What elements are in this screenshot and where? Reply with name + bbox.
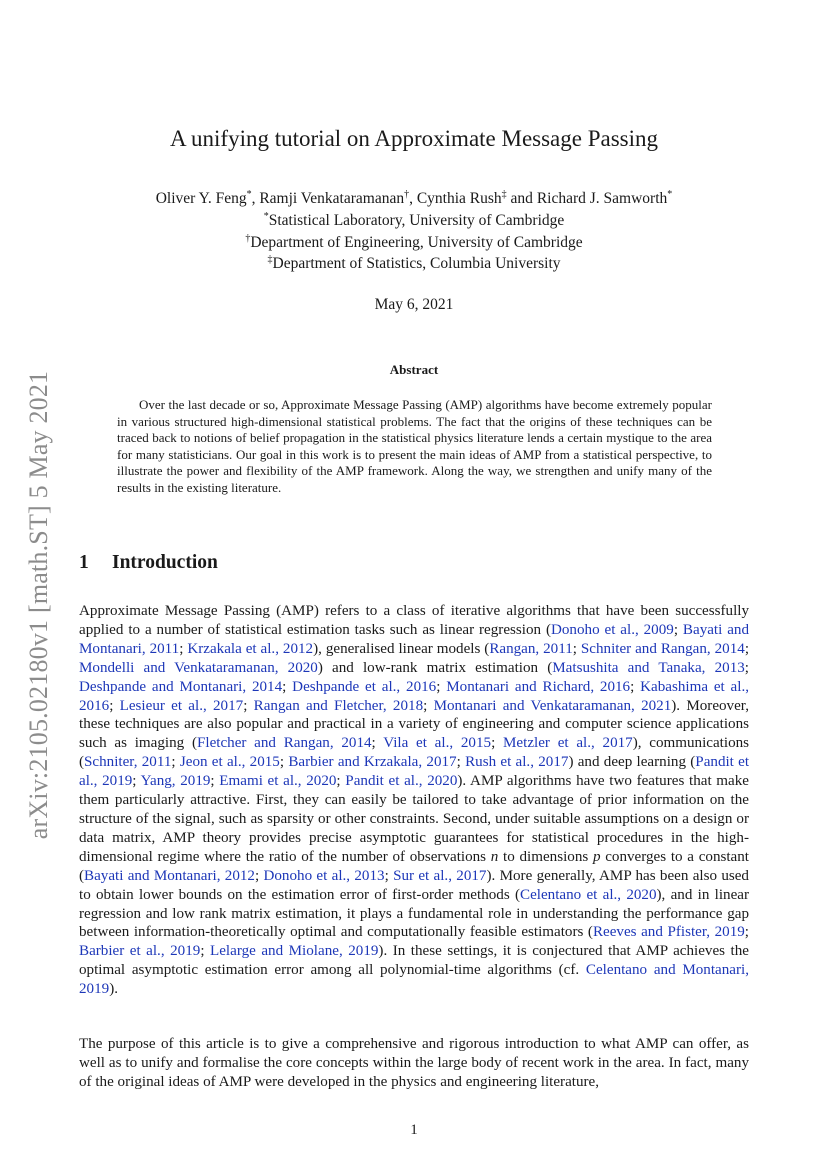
citation-link[interactable]: Yang, 2019 <box>140 773 211 790</box>
author-name: Oliver Y. Feng <box>155 190 247 207</box>
affiliation-mark: ‡ <box>267 254 273 266</box>
math-variable: p <box>592 848 601 865</box>
citation-link[interactable]: Barbier et al., 2019 <box>79 943 201 960</box>
affiliation-mark: * <box>263 210 269 222</box>
citation-link[interactable]: Schniter and Rangan, 2014 <box>580 640 745 657</box>
citation-link[interactable]: Montanari and Venkataramanan, 2021 <box>433 697 672 714</box>
page-number: 1 <box>410 1122 418 1138</box>
citation-link[interactable]: Jeon et al., 2015 <box>179 754 280 771</box>
abstract-heading: Abstract <box>389 362 439 377</box>
paper-title: A unifying tutorial on Approximate Message Passing <box>169 126 659 151</box>
citation-link[interactable]: Pandit et al., 2019 <box>79 754 750 790</box>
section-number: 1 <box>79 552 89 573</box>
citation-link[interactable]: Celentano et al., 2020 <box>520 886 657 903</box>
citation-link[interactable]: Donoho et al., 2013 <box>263 867 385 884</box>
author-line: Oliver Y. Feng*, Ramji Venkataramanan†, Cynthia Rush‡ and Richard J. Samworth* <box>155 189 673 207</box>
citation-link[interactable]: Fletcher and Rangan, 2014 <box>196 735 372 752</box>
citation-link[interactable]: Emami et al., 2020 <box>219 773 337 790</box>
abstract-text: Over the last decade or so, Approximate Message Passing (AMP) algorithms have become extremely popular in various structured high-dimensional statistical problems. The fact that the origins of these techniques can be traced back to notions of belief propagation in the statistical physics literature lends a certain mystique to the area for many statisticians. Our goal in this work is to present the main ideas of AMP from a statistical perspective, to illustrate the power and flexibility of the AMP framework. Along the way, we strengthen and unify many of the results in the existing literature. <box>117 397 712 495</box>
citation-link[interactable]: Rangan, 2011 <box>489 640 573 657</box>
citation-link[interactable]: Schniter, 2011 <box>84 754 172 771</box>
citation-link[interactable]: Lelarge and Miolane, 2019 <box>210 943 379 960</box>
citation-link[interactable]: Bayati and Montanari, 2011 <box>79 621 750 657</box>
arxiv-stamp <box>22 350 56 860</box>
arxiv-stamp-text: arXiv:2105.02180v1 [math.ST] 5 May 2021 <box>24 370 53 840</box>
author-mark: ‡ <box>501 189 507 200</box>
body-paragraph: The purpose of this article is to give a comprehensive and rigorous introduction to what AMP can offer, as well as to unify and formalise the core concepts within the large body of recent work in the area. In fact, many of the original ideas of AMP were developed in the physics and engineering literature, <box>79 1036 749 1090</box>
citation-link[interactable]: Barbier and Krzakala, 2017 <box>288 754 457 771</box>
citation-link[interactable]: Matsushita and Tanaka, 2013 <box>552 659 745 676</box>
affiliation-text: Department of Engineering, University of Cambridge <box>250 233 583 251</box>
citation-link[interactable]: Rangan and Fletcher, 2018 <box>253 697 424 714</box>
citation-link[interactable]: Pandit et al., 2020 <box>345 773 458 790</box>
citation-link[interactable]: Deshpande and Montanari, 2014 <box>79 678 283 695</box>
citation-link[interactable]: Donoho et al., 2009 <box>550 621 674 638</box>
citation-link[interactable]: Kabashima et al., 2016 <box>79 678 749 714</box>
citation-link[interactable]: Metzler et al., 2017 <box>503 735 633 752</box>
author-mark: * <box>667 189 673 200</box>
section-title: Introduction <box>112 552 218 573</box>
affiliation-text: Statistical Laboratory, University of Cambridge <box>268 211 565 229</box>
citation-link[interactable]: Celentano and Montanari, 2019 <box>79 962 749 998</box>
author-conjunction: and <box>510 190 533 207</box>
affiliation-line <box>0 211 828 233</box>
affiliation-line <box>0 233 828 255</box>
affiliation-line <box>0 254 828 276</box>
body-paragraph: Approximate Message Passing (AMP) refers to a class of iterative algorithms that have been successfully applied to a number of statistical estimation tasks such as linear regression (Donoho et al., 2009; Bayati and Montanari, 2011; Krzakala et al., 2012), generalised linear models (Rangan, 2011; Schniter and Rangan, 2014; Mondelli and Venkataramanan, 2020) and low-rank matrix estimation (Matsushita and Tanaka, 2013; Deshpande and Montanari, 2014; Deshpande et al., 2016; Montanari and Richard, 2016; Kabashima et al., 2016; Lesieur et al., 2017; Rangan and Fletcher, 2018; Montanari and Venkataramanan, 2021). Moreover, these techniques are also popular and practical in a variety of engineering and computer science applications such as imaging (Fletcher and Rangan, 2014; Vila et al., 2015; Metzler et al., 2017), communications (Schniter, 2011; Jeon et al., 2015; Barbier and Krzakala, 2017; Rush et al., 2017) and deep learning (Pandit et al., 2019; Yang, 2019; Emami et al., 2020; Pandit et al., 2020). AMP algorithms have two features that make them particularly attractive. First, they can easily be tailored to take advantage of prior information on the structure of the signal, such as sparsity or other constraints. Second, under suitable assumptions on a design or data matrix, AMP theory provides precise asymptotic guarantees for statistical procedures in the high-dimensional regime where the ratio of the number of observations n to dimensions p converges to a constant (Bayati and Montanari, 2012; Donoho et al., 2013; Sur et al., 2017). More generally, AMP has been also used to obtain lower bounds on the estimation error of first-order methods (Celentano et al., 2020), and in linear regression and low rank matrix estimation, it plays a fundamental role in understanding the performance gap between information-theoretically optimal and computationally feasible estimators (Reeves and Pfister, 2019; Barbier et al., 2019; Lelarge and Miolane, 2019). In these settings, it is conjectured that AMP achieves the optimal asymptotic estimation error among all polynomial-time algorithms (cf. Celentano and Montanari, 2019). <box>79 603 750 998</box>
citation-link[interactable]: Krzakala et al., 2012 <box>187 640 314 657</box>
citation-link[interactable]: Montanari and Richard, 2016 <box>446 678 631 695</box>
citation-link[interactable]: Mondelli and Venkataramanan, 2020 <box>79 659 318 676</box>
citation-link[interactable]: Vila et al., 2015 <box>383 735 492 752</box>
author-name: Cynthia Rush <box>416 190 502 207</box>
citation-link[interactable]: Sur et al., 2017 <box>393 867 487 884</box>
authors-block <box>0 189 828 276</box>
affiliation-mark: † <box>245 232 251 244</box>
citation-link[interactable]: Rush et al., 2017 <box>465 754 569 771</box>
paper-date: May 6, 2021 <box>374 296 454 313</box>
citation-link[interactable]: Bayati and Montanari, 2012 <box>84 867 255 884</box>
author-name: Richard J. Samworth <box>536 190 668 207</box>
author-mark: † <box>404 189 410 200</box>
affiliation-text: Department of Statistics, Columbia University <box>272 255 561 273</box>
citation-link[interactable]: Reeves and Pfister, 2019 <box>592 924 745 941</box>
citation-link[interactable]: Lesieur et al., 2017 <box>119 697 244 714</box>
math-variable: n <box>490 848 499 865</box>
author-name: Ramji Venkataramanan <box>259 190 405 207</box>
section-heading <box>79 552 218 574</box>
citation-link[interactable]: Deshpande et al., 2016 <box>292 678 437 695</box>
author-mark: * <box>246 189 252 200</box>
